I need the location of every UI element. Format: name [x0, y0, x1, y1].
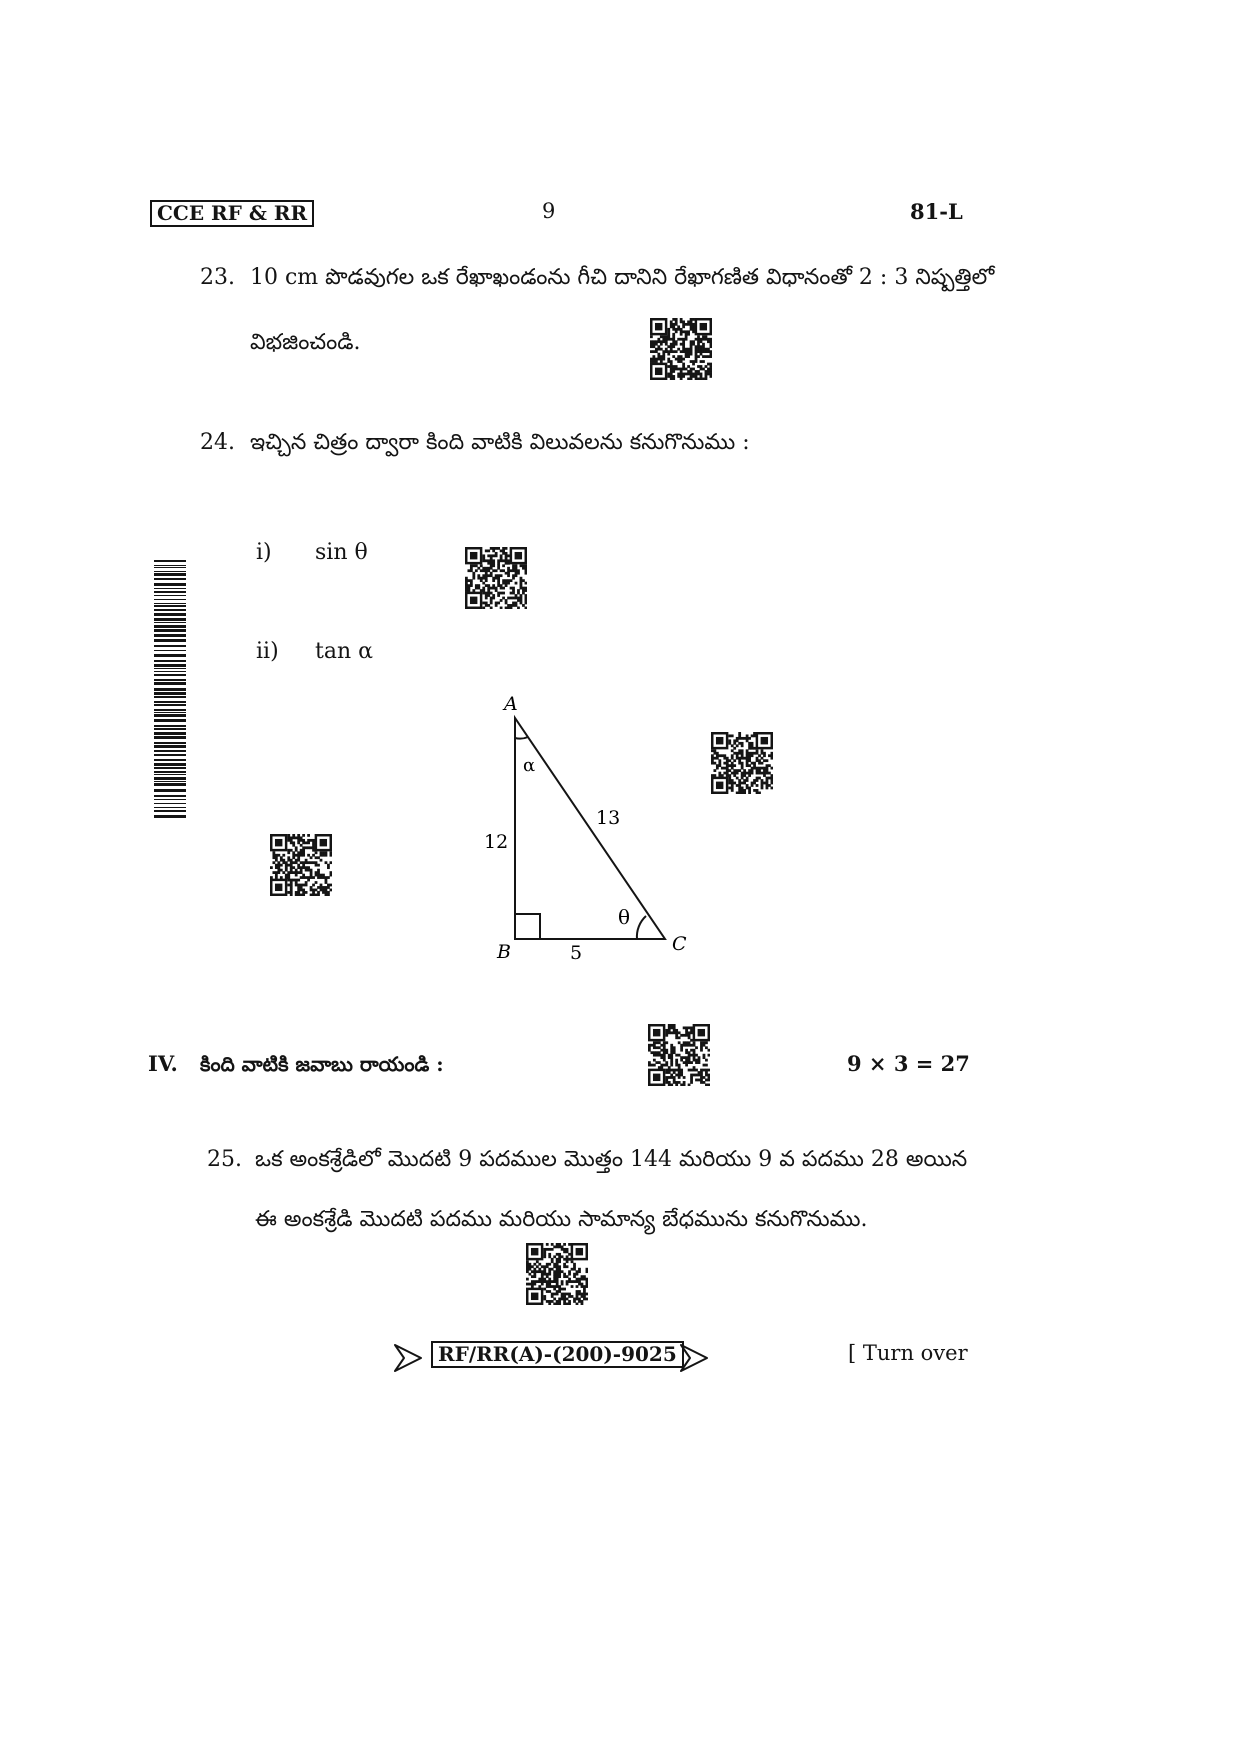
question-25-line1: ఒక అంకశ్రేడిలో మొదటి 9 పదముల మొత్తం 144 మరియు 9 వ పదము 28 అయిన — [255, 1147, 968, 1172]
section-numeral: IV. — [148, 1051, 178, 1076]
qr-code-section-iv — [648, 1024, 710, 1086]
right-triangle-figure — [470, 680, 710, 970]
question-24-number: 24. — [200, 430, 235, 455]
angle-theta-arc — [637, 916, 646, 939]
page-number: 9 — [542, 199, 556, 223]
barcode — [154, 560, 186, 820]
vertex-c-label: C — [672, 933, 687, 955]
section-instruction: కింది వాటికి జవాబు రాయండి : — [200, 1052, 444, 1076]
side-ab-label: 12 — [484, 831, 509, 853]
part-i-label: i) — [256, 540, 272, 565]
angle-alpha-arc — [515, 737, 528, 739]
question-23-line2: విభజించండి. — [250, 330, 361, 355]
question-24-text: ఇచ్చిన చిత్రం ద్వారా కింది వాటికి విలువలను కనుగొనుము : — [250, 430, 750, 455]
question-25-number: 25. — [207, 1147, 242, 1172]
header-left-code: CCE RF & RR — [150, 200, 314, 227]
angle-alpha-label: α — [523, 755, 536, 776]
section-marks: 9 × 3 = 27 — [847, 1051, 970, 1076]
triangle-outline — [515, 718, 665, 939]
turn-over-note: [ Turn over — [848, 1341, 968, 1365]
part-i-expression: sin θ — [315, 540, 368, 565]
qr-code-figure-left — [270, 834, 332, 896]
question-23-number: 23. — [200, 265, 235, 290]
right-angle-marker — [515, 914, 540, 939]
vertex-a-label: A — [504, 693, 518, 715]
arrow-right-icon — [393, 1342, 423, 1374]
qr-code-q24-i — [465, 547, 527, 609]
part-ii-label: ii) — [256, 639, 279, 664]
side-bc-label: 5 — [570, 942, 583, 964]
qr-code-q23 — [650, 318, 712, 380]
angle-theta-label: θ — [618, 905, 631, 929]
footer-code: RF/RR(A)-(200)-9025 — [431, 1341, 684, 1368]
question-25-line2: ఈ అంకశ్రేడి మొదటి పదము మరియు సామాన్య బేధమును కనుగొనుము. — [255, 1207, 868, 1232]
side-ac-label: 13 — [596, 807, 621, 829]
part-ii-expression: tan α — [315, 639, 373, 664]
qr-code-q25 — [526, 1243, 588, 1305]
vertex-b-label: B — [497, 941, 511, 963]
question-23-line1: 10 cm పొడవుగల ఒక రేఖాఖండంను గీచి దానిని రేఖాగణిత విధానంతో 2 : 3 నిష్పత్తిలో — [250, 265, 995, 290]
arrow-right-icon — [679, 1342, 709, 1374]
qr-code-figure-right — [711, 732, 773, 794]
paper-code: 81-L — [910, 199, 963, 224]
